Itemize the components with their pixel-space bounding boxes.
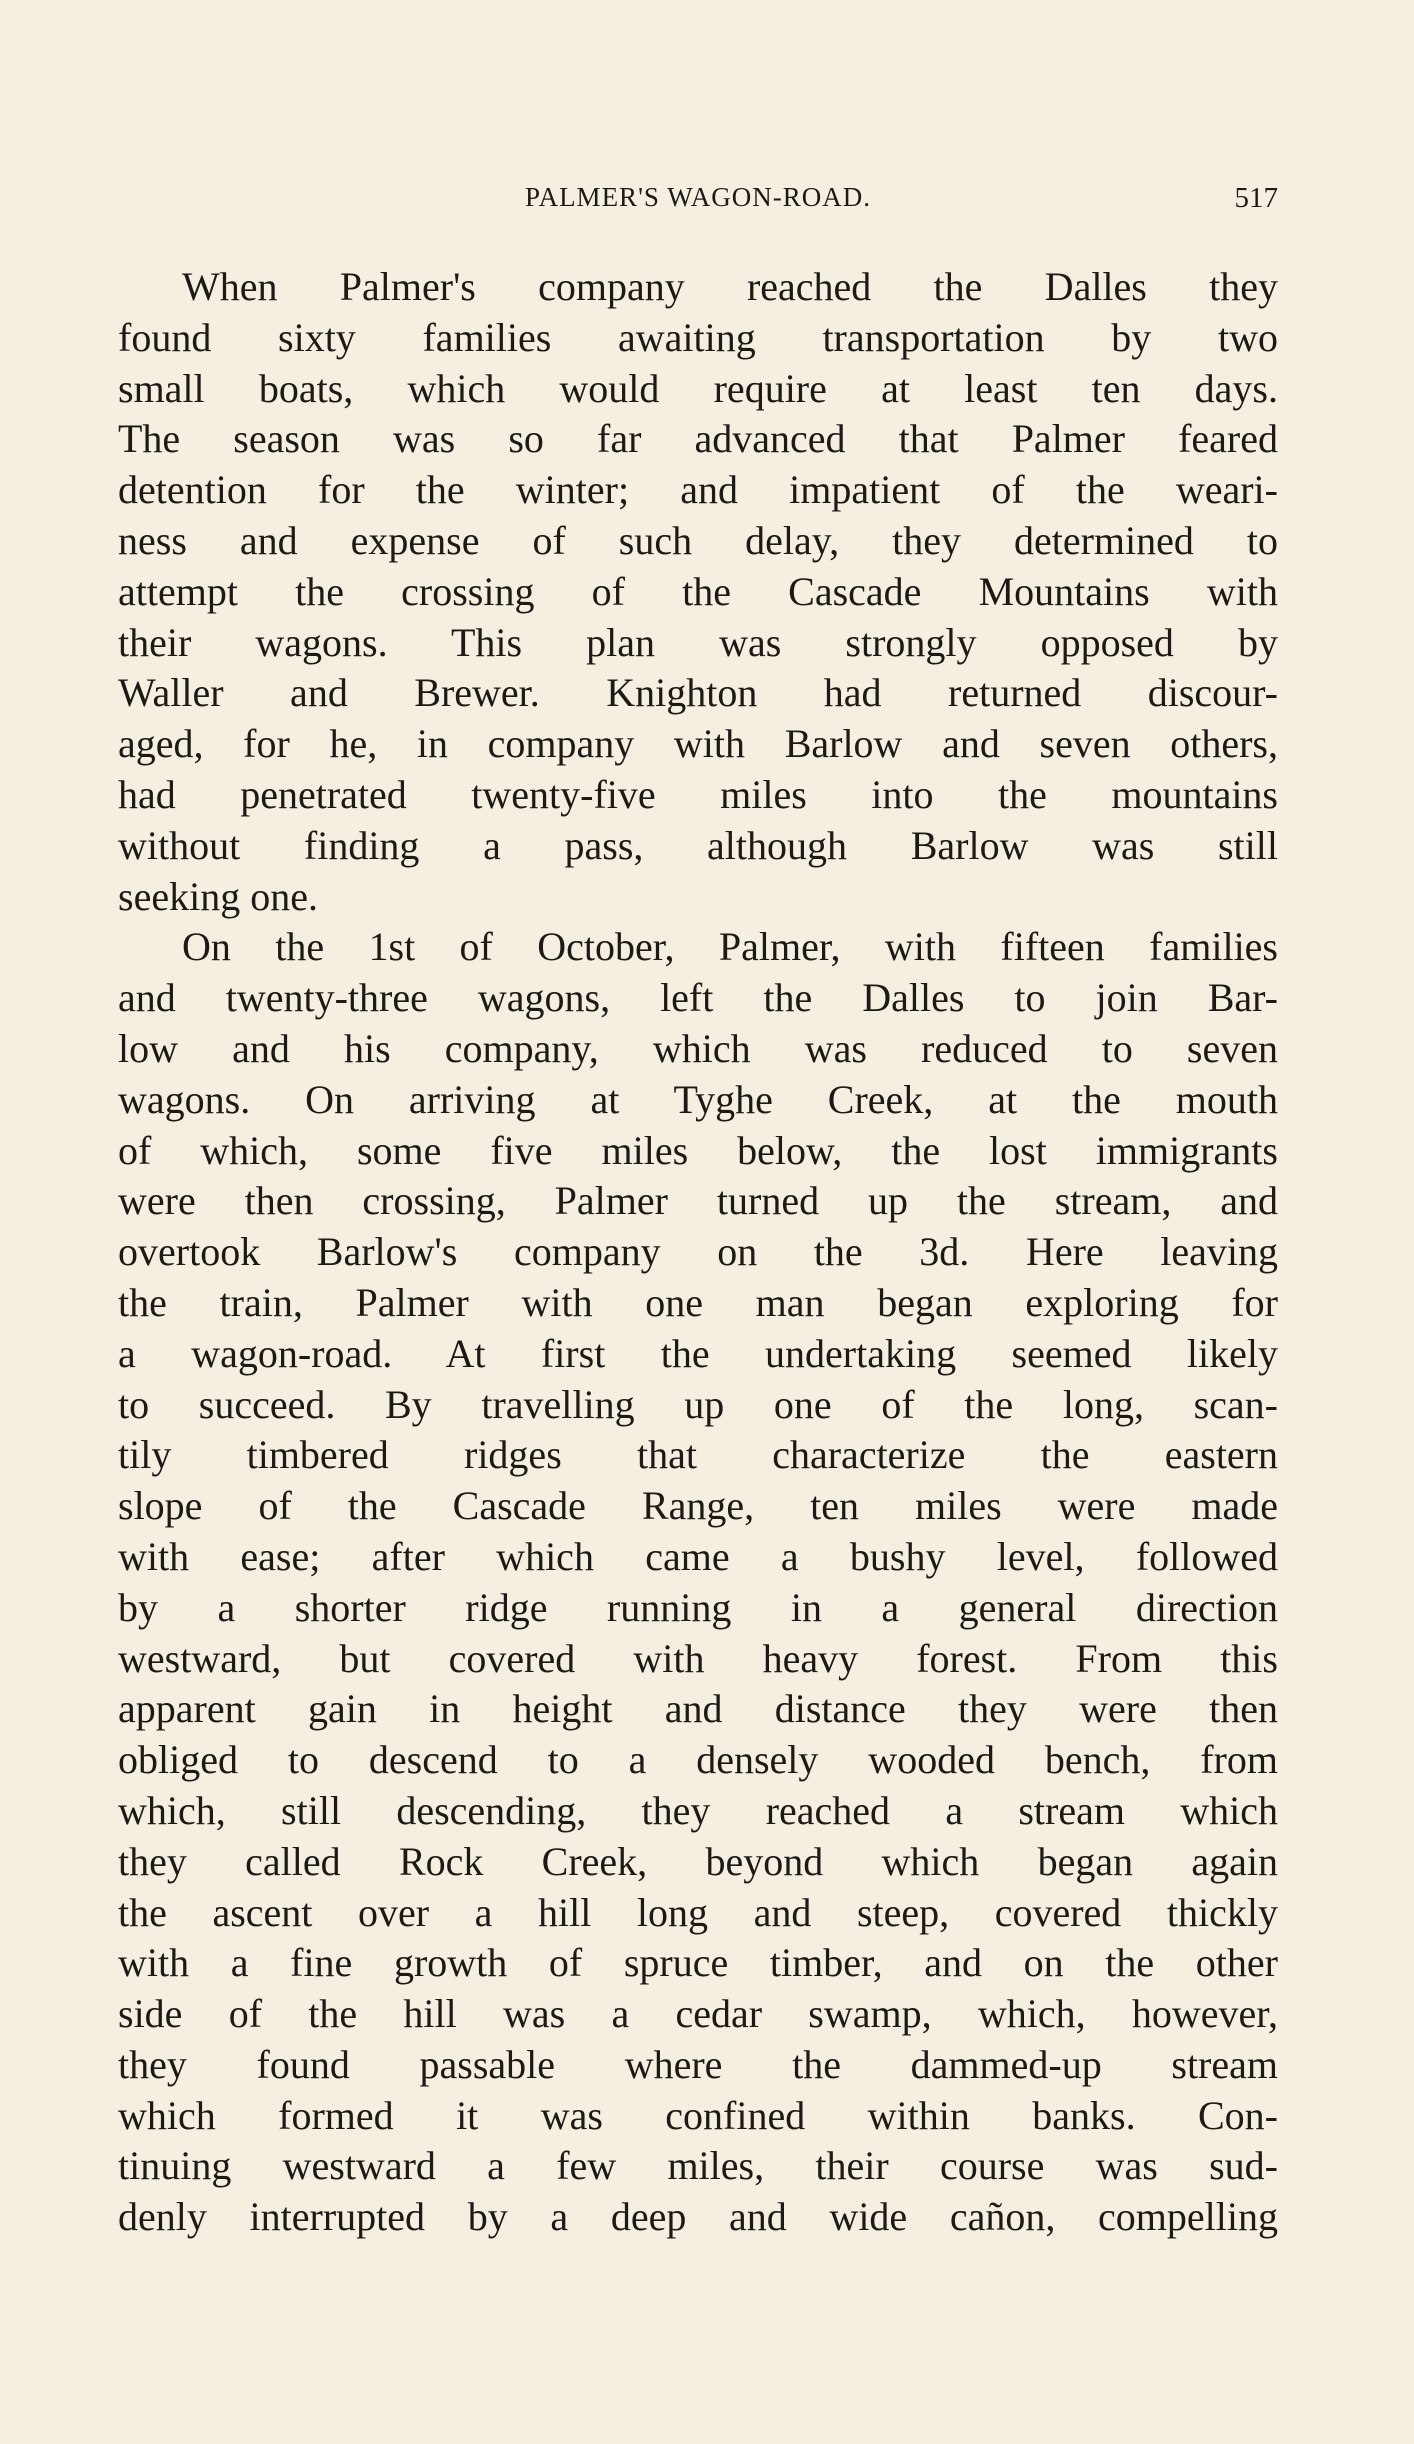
text-line: by a shorter ridge running in a general direction	[118, 1584, 1278, 1630]
text-line: small boats, which would require at least ten days.	[118, 365, 1278, 411]
text-line: aged, for he, in company with Barlow and seven others,	[118, 721, 1278, 767]
page-number: 517	[1234, 182, 1278, 214]
running-head	[118, 182, 1278, 222]
text-line: side of the hill was a cedar swamp, which, however,	[118, 1991, 1278, 2037]
text-line: their wagons. This plan was strongly opposed by	[118, 619, 1278, 665]
text-line: low and his company, which was reduced to seven	[118, 1025, 1278, 1071]
text-line: apparent gain in height and distance they were then	[118, 1686, 1278, 1732]
text-line: had penetrated twenty-five miles into the mountains	[118, 771, 1278, 817]
text-line: On the 1st of October, Palmer, with fifteen families	[182, 924, 1278, 970]
text-line: the train, Palmer with one man began exploring for	[118, 1279, 1278, 1325]
text-line: without finding a pass, although Barlow was still	[118, 822, 1278, 868]
text-line: overtook Barlow's company on the 3d. Here leaving	[118, 1229, 1278, 1275]
text-line: with ease; after which came a bushy level, followed	[118, 1533, 1278, 1579]
text-line: which, still descending, they reached a stream which	[118, 1787, 1278, 1833]
text-line: tily timbered ridges that characterize the eastern	[118, 1432, 1278, 1478]
text-line: obliged to descend to a densely wooded bench, from	[118, 1737, 1278, 1783]
text-line: wagons. On arriving at Tyghe Creek, at the mouth	[118, 1076, 1278, 1122]
text-line: westward, but covered with heavy forest. From this	[118, 1635, 1278, 1681]
text-line: with a fine growth of spruce timber, and on the other	[118, 1940, 1278, 1986]
text-line: attempt the crossing of the Cascade Mountains with	[118, 568, 1278, 614]
text-line: detention for the winter; and impatient of the weari-	[118, 467, 1278, 513]
text-line: The season was so far advanced that Palmer feared	[118, 416, 1278, 462]
text-line: were then crossing, Palmer turned up the stream, and	[118, 1178, 1278, 1224]
text-line: tinuing westward a few miles, their course was sud-	[118, 2143, 1278, 2189]
text-line: the ascent over a hill long and steep, covered thickly	[118, 1889, 1278, 1935]
text-line: they found passable where the dammed-up stream	[118, 2041, 1278, 2087]
text-line: a wagon-road. At first the undertaking seemed likely	[118, 1330, 1278, 1376]
text-line: denly interrupted by a deep and wide cañon, compelling	[118, 2194, 1278, 2240]
text-line: and twenty-three wagons, left the Dalles to join Bar-	[118, 975, 1278, 1021]
text-line: found sixty families awaiting transportation by two	[118, 314, 1278, 360]
text-line: ness and expense of such delay, they determined to	[118, 517, 1278, 563]
text-line: to succeed. By travelling up one of the long, scan-	[118, 1381, 1278, 1427]
running-title: PALMER'S WAGON-ROAD.	[525, 182, 871, 212]
text-line: they called Rock Creek, beyond which began again	[118, 1838, 1278, 1884]
text-line: slope of the Cascade Range, ten miles were made	[118, 1483, 1278, 1529]
text-line: which formed it was confined within banks. Con-	[118, 2092, 1278, 2138]
text-line: of which, some five miles below, the lost immigrants	[118, 1127, 1278, 1173]
text-line: seeking one.	[118, 873, 318, 919]
body-text	[118, 262, 1278, 2243]
text-line: Waller and Brewer. Knighton had returned discour-	[118, 670, 1278, 716]
text-line: When Palmer's company reached the Dalles they	[182, 264, 1278, 309]
